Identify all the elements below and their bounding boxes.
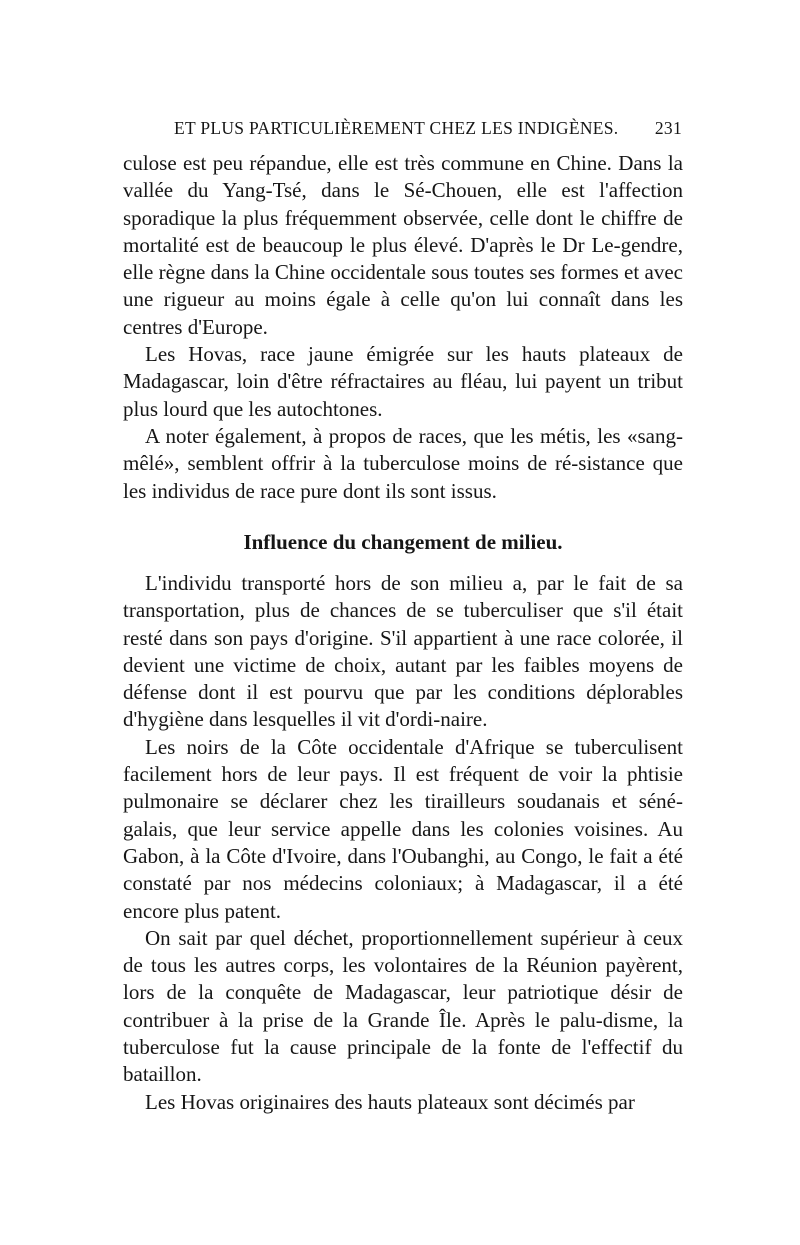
paragraph: culose est peu répandue, elle est très commune en Chine. Dans la vallée du Yang-Tsé, dans le Sé-Chouen, elle est l'affection sporadique la plus fréquemment observée, celle dont le chiffre de mortalité est de beaucoup le plus élevé. D'après le Dr Le-gendre, elle règne dans la Chine occidentale sous toutes ses formes et avec une rigueur au moins égale à celle qu'on lui connaît dans les centres d'Europe. [123,151,683,339]
paragraph: Les noirs de la Côte occidentale d'Afrique se tuberculisent facilement hors de leur pays. Il est fréquent de voir la phtisie pulmonaire se déclarer chez les tirailleurs soudanais et séné-galais, que leur service appelle dans les colonies voisines. Au Gabon, à la Côte d'Ivoire, dans l'Oubanghi, au Congo, le fait a été constaté par nos médecins coloniaux; à Madagascar, il a été encore plus patent. [123,734,683,923]
body-text-bottom [123,570,683,1116]
paragraph: Les Hovas, race jaune émigrée sur les hauts plateaux de Madagascar, loin d'être réfractaires au fléau, lui payent un tribut plus lourd que les autochtones. [123,342,683,421]
paragraph: A noter également, à propos de races, que les métis, les «sang-mêlé», semblent offrir à la tuberculose moins de ré-sistance que les individus de race pure dont ils sont issus. [123,423,683,503]
body-text-top [123,150,683,505]
paragraph: On sait par quel déchet, proportionnellement supérieur à ceux de tous les autres corps, les volontaires de la Réunion payèrent, lors de la conquête de Madagascar, leur patriotique désir de contribuer à la prise de la Grande Île. Après le palu-disme, la tuberculose fut la cause principale de la fonte de l'effectif du bataillon. [123,925,683,1087]
running-title: ET PLUS PARTICULIÈREMENT CHEZ LES INDIGÈNES. [174,118,619,138]
section-heading: Influence du changement de milieu. [243,530,563,554]
page-number: 231 [654,118,682,138]
running-head [174,118,682,139]
paragraph: Les Hovas originaires des hauts plateaux sont décimés par [145,1089,635,1114]
paragraph: L'individu transporté hors de son milieu a, par le fait de sa transportation, plus de chances de se tuberculiser que s'il était resté dans son pays d'origine. S'il appartient à une race colorée, il devient une victime de choix, autant par les faibles moyens de défense dont il est pourvu que par les conditions déplorables d'hygiène dans lesquelles il vit d'ordi-naire. [123,571,683,732]
